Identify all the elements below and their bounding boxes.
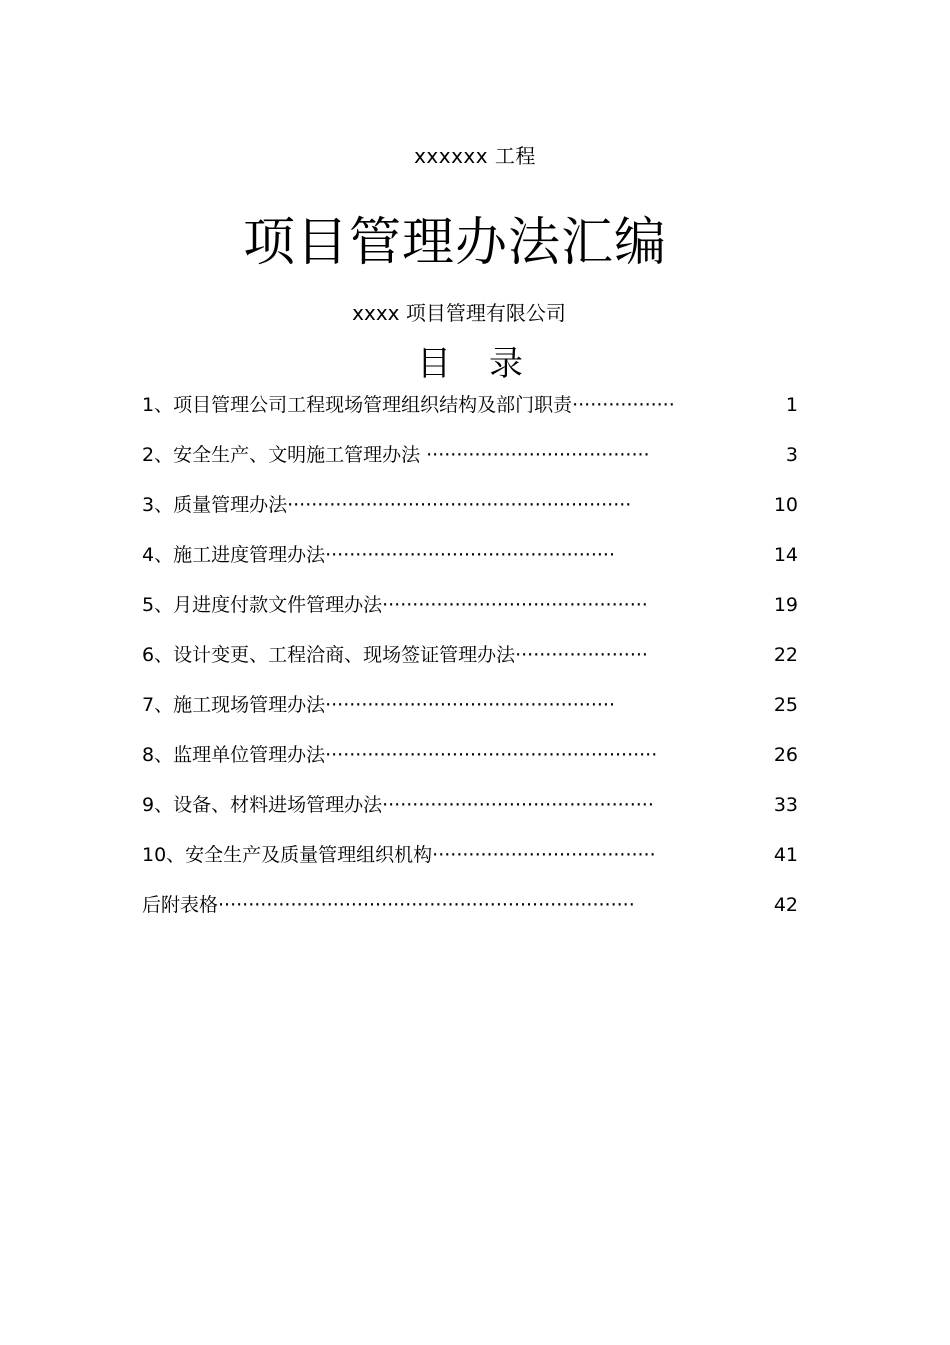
toc-entry[interactable] [142,690,802,740]
toc-entry-title: 10、安全生产及质量管理组织机构····································· [142,844,656,866]
toc-entry-title: 3、质量管理办法························································· [142,494,632,516]
toc-entry[interactable] [142,590,802,640]
toc-entry-title: 6、设计变更、工程洽商、现场签证管理办法······················ [142,644,648,666]
toc-entry-page: 42 [773,894,798,916]
toc-entry-title: 9、设备、材料进场管理办法············································· [142,794,654,816]
toc-entry-page: 14 [773,544,798,566]
toc-entry-page: 33 [773,794,798,816]
toc-entry-page: 1 [785,394,798,416]
toc-entry-page: 3 [785,444,798,466]
toc-entry-page: 26 [773,744,798,766]
toc-entry-page: 22 [773,644,798,666]
toc-entry[interactable] [142,490,802,540]
company-name: xxxx 项目管理有限公司 [352,301,566,325]
document-title: 项目管理办法汇编 [242,213,667,273]
toc-entry[interactable] [142,790,802,840]
toc-entry[interactable] [142,540,802,590]
toc-entry-title: 2、安全生产、文明施工管理办法 ····································· [142,444,650,466]
toc-entry[interactable] [142,890,802,940]
toc-entry[interactable] [142,390,802,440]
toc-heading: 目录 [417,344,561,384]
toc-entry[interactable] [142,440,802,490]
toc-entry-title: 5、月进度付款文件管理办法············································ [142,594,648,616]
toc-entry-title: 4、施工进度管理办法················································ [142,544,615,566]
toc-entry-page: 41 [773,844,798,866]
toc-entry[interactable] [142,640,802,690]
project-name: xxxxxx 工程 [414,144,536,168]
toc-entry-title: 7、施工现场管理办法················································ [142,694,615,716]
table-of-contents [142,390,802,940]
toc-entry-page: 19 [773,594,798,616]
toc-entry-title: 后附表格····································································· [142,894,635,916]
toc-entry[interactable] [142,740,802,790]
toc-entry-title: 1、项目管理公司工程现场管理组织结构及部门职责················· [142,394,675,416]
toc-entry[interactable] [142,840,802,890]
toc-entry-page: 10 [773,494,798,516]
toc-entry-title: 8、监理单位管理办法······················································· [142,744,658,766]
toc-entry-page: 25 [773,694,798,716]
